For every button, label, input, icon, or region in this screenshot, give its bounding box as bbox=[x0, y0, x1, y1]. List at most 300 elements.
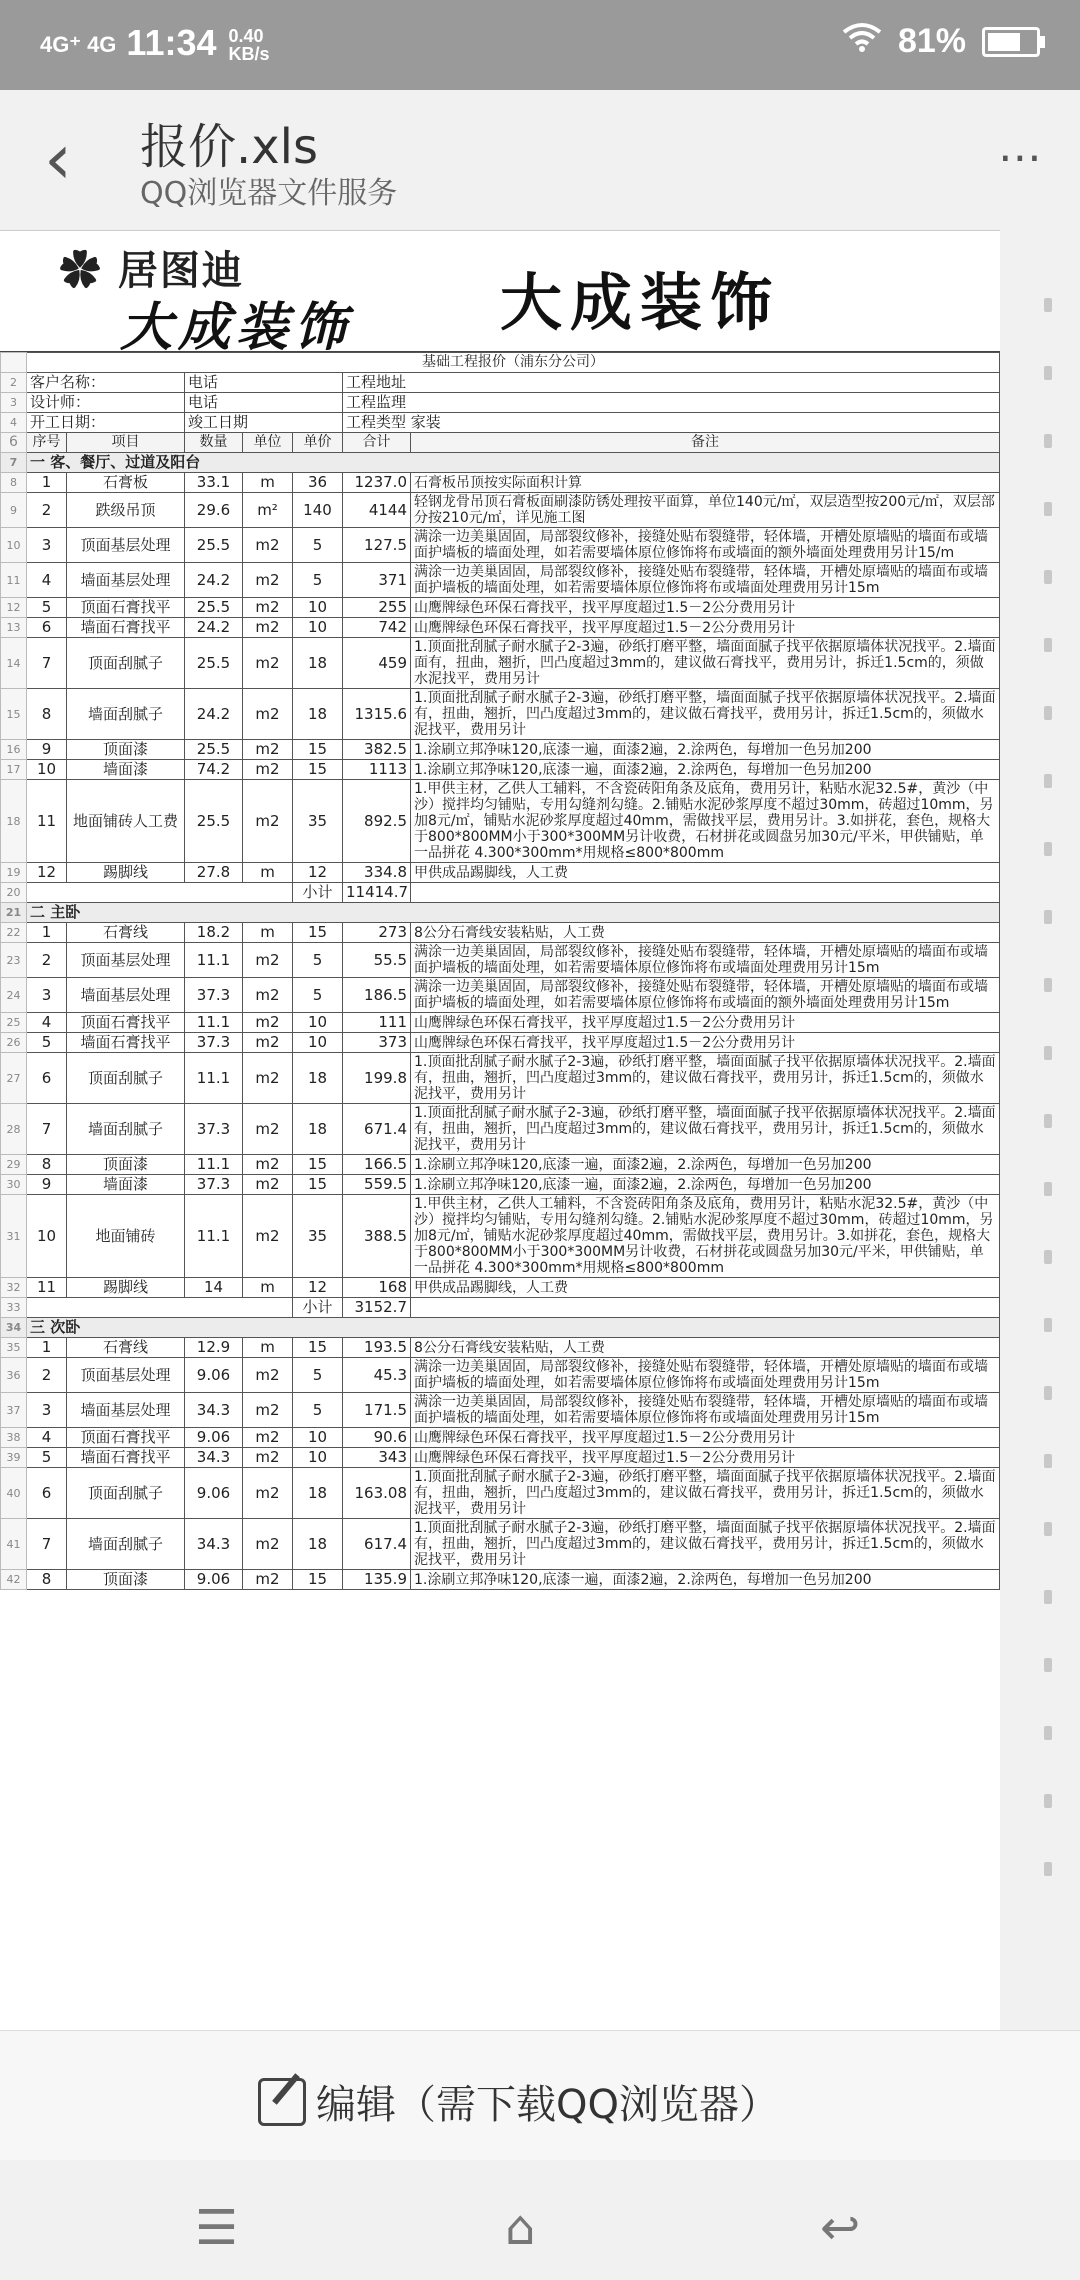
cell-number[interactable]: 1 bbox=[27, 1338, 67, 1358]
table-row[interactable] bbox=[1, 1155, 1000, 1175]
cell-item[interactable]: 墙面基层处理 bbox=[67, 1393, 185, 1428]
cell-item[interactable]: 石膏线 bbox=[67, 1338, 185, 1358]
table-row[interactable] bbox=[1, 1338, 1000, 1358]
cell-total[interactable]: 371 bbox=[343, 563, 411, 598]
info-label-cell[interactable]: 设计师： bbox=[27, 393, 185, 413]
section-name[interactable]: 二 主卧 bbox=[27, 903, 1000, 923]
cell-total[interactable]: 171.5 bbox=[343, 1393, 411, 1428]
cell-number[interactable]: 8 bbox=[27, 1155, 67, 1175]
cell-total[interactable]: 388.5 bbox=[343, 1195, 411, 1278]
more-options-icon[interactable]: ⋯ bbox=[998, 132, 1046, 183]
cell-note[interactable]: 1.顶面批刮腻子耐水腻子2-3遍，砂纸打磨平整，墙面面腻子找平依据原墙体状况找平。2.墙面有，扭曲，翘折，凹凸度超过3mm的，建议做石膏找平，费用另计，拆迁1.5cm的，须做水泥找平，费用另计 bbox=[411, 1468, 1000, 1519]
cell-total[interactable]: 892.5 bbox=[343, 780, 411, 863]
scroll-tick bbox=[1044, 638, 1052, 652]
cell-quantity[interactable]: 37.3 bbox=[185, 1175, 243, 1195]
cell-unit[interactable]: m2 bbox=[243, 618, 293, 638]
cell-number[interactable]: 3 bbox=[27, 978, 67, 1013]
cell-unit[interactable]: m2 bbox=[243, 638, 293, 689]
row-number: 11 bbox=[1, 563, 27, 598]
cell-number[interactable]: 1 bbox=[27, 473, 67, 493]
cell-note[interactable]: 1.涂刷立邦净味120,底漆一遍，面漆2遍，2.涂两色，每增加一色另加200 bbox=[411, 1155, 1000, 1175]
scroll-tick bbox=[1044, 1726, 1052, 1740]
subtotal-value[interactable]: 11414.7 bbox=[343, 883, 411, 903]
cell-quantity[interactable]: 27.8 bbox=[185, 863, 243, 883]
table-row[interactable] bbox=[1, 689, 1000, 740]
cell-price[interactable]: 5 bbox=[293, 1358, 343, 1393]
menu-icon[interactable]: ☰ bbox=[195, 2200, 239, 2256]
row-number: 17 bbox=[1, 760, 27, 780]
column-header[interactable]: 项目 bbox=[67, 433, 185, 453]
cell-price[interactable]: 140 bbox=[293, 493, 343, 528]
cell-note[interactable]: 山鹰牌绿色环保石膏找平，找平厚度超过1.5－2公分费用另计 bbox=[411, 598, 1000, 618]
cell-unit[interactable]: m2 bbox=[243, 1570, 293, 1590]
info-value-cell[interactable]: 竣工日期 bbox=[185, 413, 343, 433]
cell-item[interactable]: 石膏线 bbox=[67, 923, 185, 943]
cell-item[interactable]: 地面铺砖人工费 bbox=[67, 780, 185, 863]
cell-total[interactable]: 273 bbox=[343, 923, 411, 943]
cell-number[interactable]: 2 bbox=[27, 1358, 67, 1393]
back-nav-icon[interactable]: ↩ bbox=[820, 2200, 861, 2256]
cell-quantity[interactable]: 25.5 bbox=[185, 638, 243, 689]
table-row[interactable] bbox=[1, 978, 1000, 1013]
info-value-cell[interactable]: 电话 bbox=[185, 393, 343, 413]
cell-note[interactable]: 1.顶面批刮腻子耐水腻子2-3遍，砂纸打磨平整，墙面面腻子找平依据原墙体状况找平。2.墙面有，扭曲，翘折，凹凸度超过3mm的，建议做石膏找平，费用另计，拆迁1.5cm的，须做水泥找平，费用另计 bbox=[411, 689, 1000, 740]
cell-item[interactable]: 跌级吊顶 bbox=[67, 493, 185, 528]
cell-total[interactable]: 1113 bbox=[343, 760, 411, 780]
cell-number[interactable]: 7 bbox=[27, 638, 67, 689]
cell-total[interactable]: 199.8 bbox=[343, 1053, 411, 1104]
scroll-tick bbox=[1044, 774, 1052, 788]
cell-total[interactable]: 90.6 bbox=[343, 1428, 411, 1448]
cell-number[interactable]: 9 bbox=[27, 740, 67, 760]
table-row[interactable] bbox=[1, 618, 1000, 638]
table-row[interactable] bbox=[1, 563, 1000, 598]
cell-price[interactable]: 18 bbox=[293, 1468, 343, 1519]
cell-number[interactable]: 1 bbox=[27, 923, 67, 943]
cell-unit[interactable]: m2 bbox=[243, 1358, 293, 1393]
cell-item[interactable]: 顶面石膏找平 bbox=[67, 598, 185, 618]
cell-note[interactable]: 1.顶面批刮腻子耐水腻子2-3遍，砂纸打磨平整，墙面面腻子找平依据原墙体状况找平。2.墙面有，扭曲，翘折，凹凸度超过3mm的，建议做石膏找平，费用另计，拆迁1.5cm的，须做水泥找平，费用另计 bbox=[411, 1053, 1000, 1104]
cell-price[interactable]: 18 bbox=[293, 1104, 343, 1155]
table-row[interactable] bbox=[1, 1033, 1000, 1053]
cell-price[interactable]: 12 bbox=[293, 1278, 343, 1298]
scroll-tick bbox=[1044, 978, 1052, 992]
cell-number[interactable]: 3 bbox=[27, 528, 67, 563]
cell-item[interactable]: 顶面刮腻子 bbox=[67, 1468, 185, 1519]
cell-item[interactable]: 踢脚线 bbox=[67, 863, 185, 883]
cell-note[interactable]: 满涂一边美巢固固，局部裂纹修补，接缝处贴布裂缝带，轻体墙，开槽处原墙贴的墙面布或墙面护墙板的墙面处理，如若需要墙体原位修饰将布或墙面处理费用另计15m bbox=[411, 1358, 1000, 1393]
column-header[interactable]: 序号 bbox=[27, 433, 67, 453]
cell-unit[interactable]: m2 bbox=[243, 1195, 293, 1278]
cell-total[interactable]: 343 bbox=[343, 1448, 411, 1468]
cell-quantity[interactable]: 9.06 bbox=[185, 1570, 243, 1590]
cell-price[interactable]: 35 bbox=[293, 780, 343, 863]
cell-total[interactable]: 1315.6 bbox=[343, 689, 411, 740]
scroll-tick bbox=[1044, 366, 1052, 380]
cell-number[interactable]: 4 bbox=[27, 1013, 67, 1033]
cell-note[interactable]: 山鹰牌绿色环保石膏找平，找平厚度超过1.5－2公分费用另计 bbox=[411, 1428, 1000, 1448]
cell-total[interactable]: 334.8 bbox=[343, 863, 411, 883]
cell-price[interactable]: 18 bbox=[293, 1519, 343, 1570]
cell-quantity[interactable]: 11.1 bbox=[185, 943, 243, 978]
cell-note[interactable]: 满涂一边美巢固固，局部裂纹修补，接缝处贴布裂缝带，轻体墙，开槽处原墙贴的墙面布或墙面护墙板的墙面处理，如若需要墙体原位修饰将布或墙面的额外墙面处理费用另计15m bbox=[411, 978, 1000, 1013]
table-row[interactable] bbox=[1, 1448, 1000, 1468]
cell-quantity[interactable]: 25.5 bbox=[185, 598, 243, 618]
column-header[interactable]: 备注 bbox=[411, 433, 1000, 453]
cell-price[interactable]: 15 bbox=[293, 1570, 343, 1590]
cell-item[interactable]: 石膏板 bbox=[67, 473, 185, 493]
cell-quantity[interactable]: 11.1 bbox=[185, 1195, 243, 1278]
cell-total[interactable]: 742 bbox=[343, 618, 411, 638]
cell-total[interactable]: 186.5 bbox=[343, 978, 411, 1013]
info-value-cell[interactable]: 电话 bbox=[185, 373, 343, 393]
cell-number[interactable]: 6 bbox=[27, 1053, 67, 1104]
cell-note[interactable]: 轻钢龙骨吊顶石膏板面刷漆防锈处理按平面算，单位140元/㎡，双层造型按200元/㎡，双层部分按210元/㎡，详见施工图 bbox=[411, 493, 1000, 528]
cell-unit[interactable]: m2 bbox=[243, 1519, 293, 1570]
column-header[interactable]: 合计 bbox=[343, 433, 411, 453]
spreadsheet-view[interactable] bbox=[0, 230, 1000, 2031]
back-button[interactable]: ‹ bbox=[44, 118, 72, 200]
cell-item[interactable]: 顶面石膏找平 bbox=[67, 1428, 185, 1448]
cell-unit[interactable]: m bbox=[243, 1278, 293, 1298]
cell-quantity[interactable]: 37.3 bbox=[185, 1033, 243, 1053]
cell-unit[interactable]: m2 bbox=[243, 1393, 293, 1428]
cell-price[interactable]: 10 bbox=[293, 1013, 343, 1033]
cell-item[interactable]: 墙面刮腻子 bbox=[67, 1104, 185, 1155]
section-name[interactable]: 三 次卧 bbox=[27, 1318, 1000, 1338]
cell-price[interactable]: 35 bbox=[293, 1195, 343, 1278]
cell-price[interactable]: 5 bbox=[293, 1393, 343, 1428]
cell-item[interactable]: 踢脚线 bbox=[67, 1278, 185, 1298]
cell-quantity[interactable]: 25.5 bbox=[185, 740, 243, 760]
cell-item[interactable]: 顶面石膏找平 bbox=[67, 1013, 185, 1033]
subtotal-row bbox=[1, 1298, 1000, 1318]
cell-item[interactable]: 顶面漆 bbox=[67, 1155, 185, 1175]
scroll-tick bbox=[1044, 570, 1052, 584]
table-row[interactable] bbox=[1, 863, 1000, 883]
cell-item[interactable]: 顶面刮腻子 bbox=[67, 638, 185, 689]
cell-quantity[interactable]: 18.2 bbox=[185, 923, 243, 943]
subtotal-note-spacer[interactable] bbox=[411, 883, 1000, 903]
cell-number[interactable]: 4 bbox=[27, 563, 67, 598]
table-row[interactable] bbox=[1, 780, 1000, 863]
info-right-cell[interactable]: 工程地址 bbox=[343, 373, 1000, 393]
cell-unit[interactable]: m2 bbox=[243, 1428, 293, 1448]
cell-total[interactable]: 127.5 bbox=[343, 528, 411, 563]
table-row[interactable] bbox=[1, 943, 1000, 978]
edit-button[interactable] bbox=[258, 2073, 779, 2130]
cell-number[interactable]: 10 bbox=[27, 1195, 67, 1278]
cell-quantity[interactable]: 74.2 bbox=[185, 760, 243, 780]
table-row[interactable] bbox=[1, 740, 1000, 760]
table-row[interactable] bbox=[1, 923, 1000, 943]
subtotal-label[interactable]: 小计 bbox=[293, 1298, 343, 1318]
cell-price[interactable]: 36 bbox=[293, 473, 343, 493]
cell-number[interactable]: 5 bbox=[27, 1448, 67, 1468]
info-right-cell[interactable]: 工程类型 家装 bbox=[343, 413, 1000, 433]
cell-quantity[interactable]: 14 bbox=[185, 1278, 243, 1298]
cell-total[interactable]: 166.5 bbox=[343, 1155, 411, 1175]
cell-price[interactable]: 15 bbox=[293, 1175, 343, 1195]
cell-quantity[interactable]: 29.6 bbox=[185, 493, 243, 528]
cell-unit[interactable]: m2 bbox=[243, 563, 293, 598]
cell-total[interactable]: 1237.0 bbox=[343, 473, 411, 493]
cell-number[interactable]: 2 bbox=[27, 493, 67, 528]
cell-number[interactable]: 5 bbox=[27, 598, 67, 618]
cell-unit[interactable]: m2 bbox=[243, 1053, 293, 1104]
table-row[interactable] bbox=[1, 528, 1000, 563]
cell-note[interactable]: 甲供成品踢脚线，人工费 bbox=[411, 863, 1000, 883]
cell-number[interactable]: 6 bbox=[27, 1468, 67, 1519]
cell-price[interactable]: 10 bbox=[293, 1428, 343, 1448]
cell-price[interactable]: 18 bbox=[293, 689, 343, 740]
cell-total[interactable]: 617.4 bbox=[343, 1519, 411, 1570]
cell-unit[interactable]: m2 bbox=[243, 1104, 293, 1155]
cell-unit[interactable]: m2 bbox=[243, 1033, 293, 1053]
table-row[interactable] bbox=[1, 1570, 1000, 1590]
subtotal-label[interactable]: 小计 bbox=[293, 883, 343, 903]
cell-price[interactable]: 10 bbox=[293, 598, 343, 618]
cell-unit[interactable]: m bbox=[243, 473, 293, 493]
scroll-indicator[interactable] bbox=[1044, 298, 1052, 1918]
cell-item[interactable]: 墙面漆 bbox=[67, 1175, 185, 1195]
cell-note[interactable]: 山鹰牌绿色环保石膏找平，找平厚度超过1.5－2公分费用另计 bbox=[411, 618, 1000, 638]
cell-quantity[interactable]: 24.2 bbox=[185, 563, 243, 598]
cell-number[interactable]: 7 bbox=[27, 1519, 67, 1570]
cell-unit[interactable]: m2 bbox=[243, 740, 293, 760]
cell-number[interactable]: 3 bbox=[27, 1393, 67, 1428]
cell-total[interactable]: 373 bbox=[343, 1033, 411, 1053]
cell-total[interactable]: 55.5 bbox=[343, 943, 411, 978]
cell-unit[interactable]: m2 bbox=[243, 1155, 293, 1175]
cell-number[interactable]: 10 bbox=[27, 760, 67, 780]
cell-number[interactable]: 8 bbox=[27, 689, 67, 740]
cell-price[interactable]: 15 bbox=[293, 923, 343, 943]
cell-note[interactable]: 8公分石膏线安装粘贴，人工费 bbox=[411, 923, 1000, 943]
cell-note[interactable]: 1.涂刷立邦净味120,底漆一遍，面漆2遍，2.涂两色，每增加一色另加200 bbox=[411, 1175, 1000, 1195]
cell-note[interactable]: 1.涂刷立邦净味120,底漆一遍，面漆2遍，2.涂两色，每增加一色另加200 bbox=[411, 740, 1000, 760]
cell-unit[interactable]: m2 bbox=[243, 1013, 293, 1033]
cell-quantity[interactable]: 25.5 bbox=[185, 528, 243, 563]
cell-item[interactable]: 顶面漆 bbox=[67, 740, 185, 760]
table-row[interactable] bbox=[1, 1468, 1000, 1519]
cell-price[interactable]: 10 bbox=[293, 1448, 343, 1468]
doc-title-cell[interactable]: 基础工程报价（浦东分公司） bbox=[27, 353, 1000, 373]
column-header[interactable]: 数量 bbox=[185, 433, 243, 453]
cell-item[interactable]: 顶面基层处理 bbox=[67, 943, 185, 978]
cell-note[interactable]: 甲供成品踢脚线，人工费 bbox=[411, 1278, 1000, 1298]
cell-note[interactable]: 1.顶面批刮腻子耐水腻子2-3遍，砂纸打磨平整，墙面面腻子找平依据原墙体状况找平。2.墙面面有，扭曲，翘折，凹凸度超过3mm的，建议做石膏找平，费用另计，拆迁1.5cm的，须做水泥找平，费用另计 bbox=[411, 638, 1000, 689]
row-number: 8 bbox=[1, 473, 27, 493]
cell-number[interactable]: 6 bbox=[27, 618, 67, 638]
cell-price[interactable]: 15 bbox=[293, 1155, 343, 1175]
cell-note[interactable]: 1.涂刷立邦净味120,底漆一遍，面漆2遍，2.涂两色，每增加一色另加200 bbox=[411, 760, 1000, 780]
cell-quantity[interactable]: 11.1 bbox=[185, 1155, 243, 1175]
cell-price[interactable]: 12 bbox=[293, 863, 343, 883]
cell-price[interactable]: 15 bbox=[293, 760, 343, 780]
cell-note[interactable]: 满涂一边美巢固固，局部裂纹修补，接缝处贴布裂缝带，轻体墙，开槽处原墙贴的墙面布或墙面护墙板的墙面处理，如若需要墙体原位修饰将布或墙面处理费用另计15m bbox=[411, 1393, 1000, 1428]
table-row[interactable] bbox=[1, 1428, 1000, 1448]
cell-unit[interactable]: m bbox=[243, 863, 293, 883]
cell-price[interactable]: 10 bbox=[293, 618, 343, 638]
info-label-cell[interactable]: 客户名称： bbox=[27, 373, 185, 393]
cell-note[interactable]: 石膏板吊顶按实际面积计算 bbox=[411, 473, 1000, 493]
cell-unit[interactable]: m2 bbox=[243, 528, 293, 563]
cell-number[interactable]: 5 bbox=[27, 1033, 67, 1053]
cell-unit[interactable]: m2 bbox=[243, 598, 293, 618]
table-row[interactable] bbox=[1, 1013, 1000, 1033]
cell-total[interactable]: 135.9 bbox=[343, 1570, 411, 1590]
subtotal-note-spacer[interactable] bbox=[411, 1298, 1000, 1318]
cell-number[interactable]: 7 bbox=[27, 1104, 67, 1155]
table-row[interactable] bbox=[1, 1053, 1000, 1104]
cell-quantity[interactable]: 34.3 bbox=[185, 1393, 243, 1428]
quote-table[interactable] bbox=[0, 352, 1000, 1590]
cell-price[interactable]: 15 bbox=[293, 740, 343, 760]
cell-quantity[interactable]: 12.9 bbox=[185, 1338, 243, 1358]
cell-note[interactable]: 满涂一边美巢固固，局部裂纹修补，接缝处贴布裂缝带，轻体墙，开槽处原墙贴的墙面布或墙面护墙板的墙面处理，如若需要墙体原位修饰将布或墙面的额外墙面处理费用另计15/m bbox=[411, 528, 1000, 563]
cell-quantity[interactable]: 24.2 bbox=[185, 618, 243, 638]
cell-note[interactable]: 满涂一边美巢固固，局部裂纹修补，接缝处贴布裂缝带，轻体墙，开槽处原墙贴的墙面布或墙面护墙板的墙面处理，如若需要墙体原位修饰将布或墙面处理费用另计15m bbox=[411, 563, 1000, 598]
cell-note[interactable]: 8公分石膏线安装粘贴，人工费 bbox=[411, 1338, 1000, 1358]
cell-price[interactable]: 5 bbox=[293, 943, 343, 978]
cell-item[interactable]: 墙面基层处理 bbox=[67, 563, 185, 598]
cell-quantity[interactable]: 9.06 bbox=[185, 1428, 243, 1448]
cell-quantity[interactable]: 34.3 bbox=[185, 1519, 243, 1570]
cell-note[interactable]: 1.甲供主材，乙供人工辅料，不含瓷砖阳角条及底角，费用另计，粘贴水泥32.5#，黄沙（中沙）搅拌均匀铺贴，专用勾缝剂勾缝。2.铺贴水泥砂浆厚度不超过30mm，砖超过10mm，另加8元/㎡，铺贴水泥砂浆厚度超过40mm，需做找平层，费用另计。3.如拼花，套色，规格大于800*800MM小于300*300MM另计收费，石材拼花或圆盘另加30元/平米，甲供铺贴，单一品拼花 4.300*300mm*用规格≤800*800mm bbox=[411, 1195, 1000, 1278]
cell-total[interactable]: 168 bbox=[343, 1278, 411, 1298]
table-row[interactable] bbox=[1, 598, 1000, 618]
table-row[interactable] bbox=[1, 1175, 1000, 1195]
info-right-cell[interactable]: 工程监理 bbox=[343, 393, 1000, 413]
row-number: 25 bbox=[1, 1013, 27, 1033]
cell-price[interactable]: 5 bbox=[293, 563, 343, 598]
cell-item[interactable]: 墙面基层处理 bbox=[67, 978, 185, 1013]
cell-item[interactable]: 顶面刮腻子 bbox=[67, 1053, 185, 1104]
row-number: 31 bbox=[1, 1195, 27, 1278]
cell-unit[interactable]: m2 bbox=[243, 943, 293, 978]
cell-note[interactable]: 1.顶面批刮腻子耐水腻子2-3遍，砂纸打磨平整，墙面面腻子找平依据原墙体状况找平。2.墙面有，扭曲，翘折，凹凸度超过3mm的，建议做石膏找平，费用另计，拆迁1.5cm的，须做水泥找平，费用另计 bbox=[411, 1104, 1000, 1155]
cell-unit[interactable]: m2 bbox=[243, 1468, 293, 1519]
cell-item[interactable]: 顶面漆 bbox=[67, 1570, 185, 1590]
table-row[interactable] bbox=[1, 760, 1000, 780]
cell-unit[interactable]: m2 bbox=[243, 780, 293, 863]
cell-total[interactable]: 459 bbox=[343, 638, 411, 689]
cell-number[interactable]: 8 bbox=[27, 1570, 67, 1590]
cell-item[interactable]: 墙面漆 bbox=[67, 760, 185, 780]
cell-unit[interactable]: m2 bbox=[243, 1448, 293, 1468]
cell-number[interactable]: 11 bbox=[27, 1278, 67, 1298]
cell-total[interactable]: 4144 bbox=[343, 493, 411, 528]
cell-quantity[interactable]: 11.1 bbox=[185, 1053, 243, 1104]
cell-number[interactable]: 12 bbox=[27, 863, 67, 883]
cell-item[interactable]: 墙面刮腻子 bbox=[67, 1519, 185, 1570]
table-row[interactable] bbox=[1, 473, 1000, 493]
cell-total[interactable]: 163.08 bbox=[343, 1468, 411, 1519]
cell-price[interactable]: 15 bbox=[293, 1338, 343, 1358]
cell-note[interactable]: 山鹰牌绿色环保石膏找平，找平厚度超过1.5－2公分费用另计 bbox=[411, 1013, 1000, 1033]
cell-unit[interactable]: m2 bbox=[243, 978, 293, 1013]
subtotal-spacer[interactable] bbox=[27, 883, 293, 903]
cell-quantity[interactable]: 9.06 bbox=[185, 1468, 243, 1519]
cell-quantity[interactable]: 33.1 bbox=[185, 473, 243, 493]
cell-total[interactable]: 111 bbox=[343, 1013, 411, 1033]
cell-number[interactable]: 2 bbox=[27, 943, 67, 978]
cell-unit[interactable]: m bbox=[243, 923, 293, 943]
cell-unit[interactable]: m2 bbox=[243, 1175, 293, 1195]
cell-quantity[interactable]: 34.3 bbox=[185, 1448, 243, 1468]
cell-item[interactable]: 墙面石膏找平 bbox=[67, 1033, 185, 1053]
cell-unit[interactable]: m bbox=[243, 1338, 293, 1358]
table-row[interactable] bbox=[1, 1278, 1000, 1298]
table-row[interactable] bbox=[1, 1519, 1000, 1570]
cell-total[interactable]: 255 bbox=[343, 598, 411, 618]
cell-unit[interactable]: m² bbox=[243, 493, 293, 528]
cell-note[interactable]: 1.涂刷立邦净味120,底漆一遍，面漆2遍，2.涂两色，每增加一色另加200 bbox=[411, 1570, 1000, 1590]
scroll-tick bbox=[1044, 1454, 1052, 1468]
cell-note[interactable]: 1.甲供主材，乙供人工辅料，不含瓷砖阳角条及底角，费用另计，粘贴水泥32.5#，黄沙（中沙）搅拌均匀铺贴，专用勾缝剂勾缝。2.铺贴水泥砂浆厚度不超过30mm，砖超过10mm，另加8元/㎡，铺贴水泥砂浆厚度超过40mm，需做找平层，费用另计。3.如拼花，套色，规格大于800*800MM小于300*300MM另计收费，石材拼花或圆盘另加30元/平米，甲供铺贴，单一品拼花 4.300*300mm*用规格≤800*800mm bbox=[411, 780, 1000, 863]
cell-price[interactable]: 18 bbox=[293, 638, 343, 689]
cell-total[interactable]: 193.5 bbox=[343, 1338, 411, 1358]
column-header[interactable]: 单价 bbox=[293, 433, 343, 453]
column-header[interactable]: 单位 bbox=[243, 433, 293, 453]
cell-price[interactable]: 5 bbox=[293, 978, 343, 1013]
cell-item[interactable]: 墙面石膏找平 bbox=[67, 618, 185, 638]
table-row[interactable] bbox=[1, 493, 1000, 528]
cell-total[interactable]: 671.4 bbox=[343, 1104, 411, 1155]
table-row[interactable] bbox=[1, 1104, 1000, 1155]
cell-quantity[interactable]: 11.1 bbox=[185, 1013, 243, 1033]
table-row[interactable] bbox=[1, 1195, 1000, 1278]
cell-price[interactable]: 10 bbox=[293, 1033, 343, 1053]
cell-total[interactable]: 382.5 bbox=[343, 740, 411, 760]
cell-quantity[interactable]: 37.3 bbox=[185, 978, 243, 1013]
cell-price[interactable]: 18 bbox=[293, 1053, 343, 1104]
cell-unit[interactable]: m2 bbox=[243, 689, 293, 740]
row-number: 34 bbox=[1, 1318, 27, 1338]
cell-total[interactable]: 559.5 bbox=[343, 1175, 411, 1195]
home-icon[interactable]: ⌂ bbox=[505, 2200, 536, 2256]
table-row[interactable] bbox=[1, 638, 1000, 689]
cell-quantity[interactable]: 37.3 bbox=[185, 1104, 243, 1155]
cell-number[interactable]: 4 bbox=[27, 1428, 67, 1448]
cell-item[interactable]: 墙面石膏找平 bbox=[67, 1448, 185, 1468]
cell-quantity[interactable]: 25.5 bbox=[185, 780, 243, 863]
cell-item[interactable]: 顶面基层处理 bbox=[67, 1358, 185, 1393]
cell-note[interactable]: 满涂一边美巢固固，局部裂纹修补，接缝处贴布裂缝带，轻体墙，开槽处原墙贴的墙面布或墙面护墙板的墙面处理，如若需要墙体原位修饰将布或墙面处理费用另计15m bbox=[411, 943, 1000, 978]
cell-number[interactable]: 9 bbox=[27, 1175, 67, 1195]
cell-note[interactable]: 山鹰牌绿色环保石膏找平，找平厚度超过1.5－2公分费用另计 bbox=[411, 1033, 1000, 1053]
cell-number[interactable]: 11 bbox=[27, 780, 67, 863]
cell-item[interactable]: 顶面基层处理 bbox=[67, 528, 185, 563]
cell-note[interactable]: 山鹰牌绿色环保石膏找平，找平厚度超过1.5－2公分费用另计 bbox=[411, 1448, 1000, 1468]
subtotal-spacer[interactable] bbox=[27, 1298, 293, 1318]
cell-item[interactable]: 地面铺砖 bbox=[67, 1195, 185, 1278]
table-row[interactable] bbox=[1, 1393, 1000, 1428]
row-number: 3 bbox=[1, 393, 27, 413]
cell-item[interactable]: 墙面刮腻子 bbox=[67, 689, 185, 740]
cell-unit[interactable]: m2 bbox=[243, 760, 293, 780]
cell-total[interactable]: 45.3 bbox=[343, 1358, 411, 1393]
cell-note[interactable]: 1.顶面批刮腻子耐水腻子2-3遍，砂纸打磨平整，墙面面腻子找平依据原墙体状况找平。2.墙面有，扭曲，翘折，凹凸度超过3mm的，建议做石膏找平，费用另计，拆迁1.5cm的，须做水泥找平，费用另计 bbox=[411, 1519, 1000, 1570]
cell-quantity[interactable]: 24.2 bbox=[185, 689, 243, 740]
cell-quantity[interactable]: 9.06 bbox=[185, 1358, 243, 1393]
table-row[interactable] bbox=[1, 1358, 1000, 1393]
section-name[interactable]: 一 客、餐厅、过道及阳台 bbox=[27, 453, 1000, 473]
subtotal-value[interactable]: 3152.7 bbox=[343, 1298, 411, 1318]
info-label-cell[interactable]: 开工日期： bbox=[27, 413, 185, 433]
cell-price[interactable]: 5 bbox=[293, 528, 343, 563]
